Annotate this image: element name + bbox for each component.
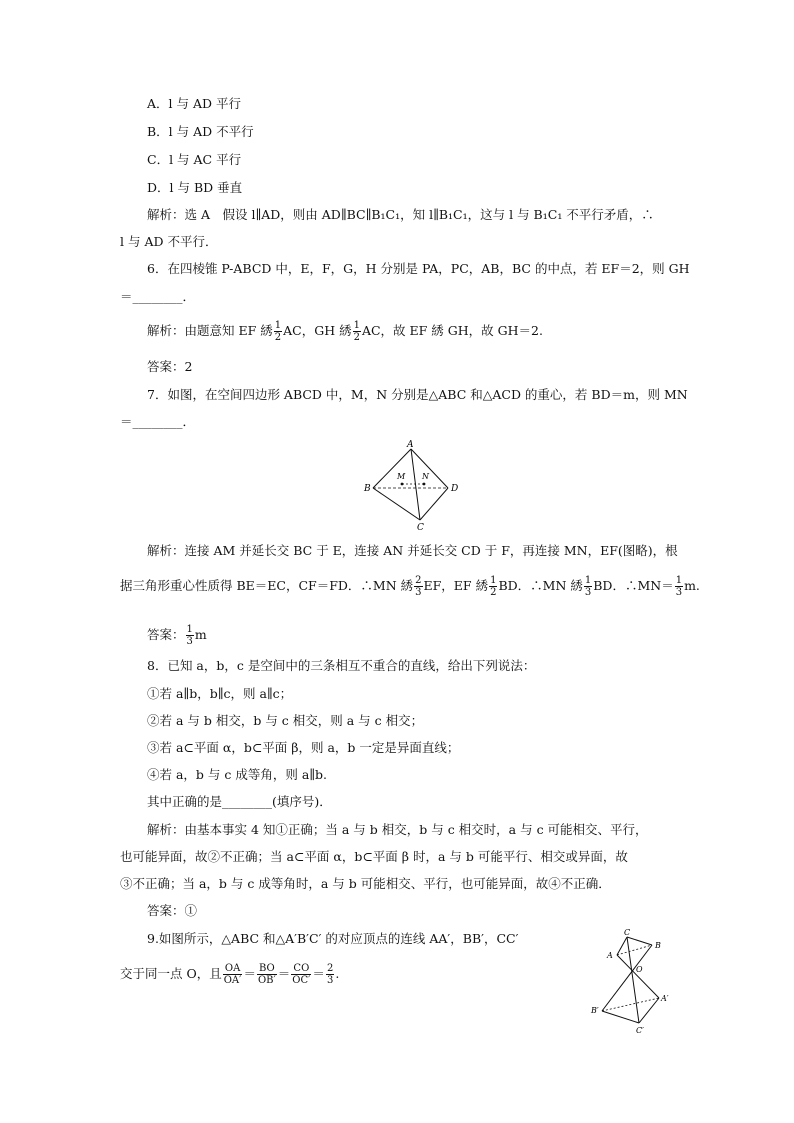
label-m: M	[397, 472, 406, 481]
line-cc2	[627, 937, 639, 1023]
label-b: B	[364, 484, 371, 494]
label-c: C	[624, 928, 631, 937]
fraction-third: $\frac{1}{3}$	[584, 575, 592, 598]
fraction-half: $\frac{1}{2}$	[353, 320, 360, 343]
q8-ask: 其中正确的是________(填序号)．	[147, 794, 332, 809]
option-b: B．l 与 AD 不平行	[147, 124, 254, 139]
point-n	[423, 483, 426, 486]
option-d: D．l 与 BD 垂直	[147, 180, 243, 195]
label-c-prime: C′	[636, 1026, 644, 1035]
q6-stem-line1: 6．在四棱锥 P-ABCD 中，E，F，G，H 分别是 PA，PC，AB，BC 的中点，若 EF＝2，则 GH	[147, 261, 690, 276]
line-aa2	[617, 955, 659, 998]
q8-stem: 8．已知 a，b，c 是空间中的三条相互不重合的直线，给出下列说法：	[147, 658, 536, 673]
edge-ab	[373, 449, 411, 488]
q8-item-2: ②若 a 与 b 相交，b 与 c 相交，则 a 与 c 相交；	[147, 713, 424, 728]
fraction-two-thirds: $\frac{2}{3}$	[326, 963, 334, 986]
q8-solution-line3: ③不正确；当 a，b 与 c 成等角时，a 与 b 可能相交、平行，也可能异面，故④不正确．	[120, 876, 611, 891]
q6-solution-post: AC，故 EF 綉 GH，故 GH＝2.	[361, 323, 543, 338]
edge-cb	[627, 937, 652, 945]
q9-stem-line1: 9.如图所示，△ABC 和△A′B′C′ 的对应顶点的连线 AA′，BB′，CC′	[147, 931, 519, 946]
label-n: N	[422, 472, 429, 481]
label-b-prime: B′	[591, 1006, 599, 1015]
edge-b2c2	[602, 1011, 639, 1023]
q7-stem-line1: 7．如图，在空间四边形 ABCD 中，M，N 分别是△ABC 和△ACD 的重心，若 BD＝m，则 MN	[147, 387, 688, 402]
q8-item-3: ③若 a⊂平面 α，b⊂平面 β，则 a，b 一定是异面直线；	[147, 740, 460, 755]
label-a-prime: A′	[661, 994, 669, 1003]
q6-answer: 答案：2	[147, 359, 193, 374]
fraction-co: $\frac{CO}{OC'}$	[292, 963, 311, 986]
fraction-third: $\frac{1}{3}$	[675, 575, 683, 598]
q7-stem-line2: ＝________．	[120, 414, 196, 429]
q5-solution-line1: 解析：选 A 假设 l∥AD，则由 AD∥BC∥B₁C₁，知 l∥B₁C₁，这与 l 与 B₁C₁ 不平行矛盾，∴	[147, 207, 654, 222]
label-d: D	[451, 484, 459, 494]
triangles-figure	[585, 927, 675, 1037]
edge-bc	[373, 488, 420, 520]
fraction-bo: $\frac{BO}{OB'}$	[257, 963, 276, 986]
q8-solution-line2: 也可能异面，故②不正确；当 a⊂平面 α，b⊂平面 β 时，a 与 b 可能平行、相交或异面，故	[120, 849, 628, 864]
fraction-half: $\frac{1}{2}$	[490, 575, 497, 598]
label-b: B	[655, 941, 661, 950]
q9-stem-line2: 交于同一点 O，且 $\frac{OA}{OA'}$ ＝ $\frac{BO}{OB'}$ ＝ $\frac{CO}{OC'}$ ＝ $\frac{2}{3}$ .	[120, 963, 340, 986]
label-a: A	[407, 440, 414, 450]
label-o: O	[636, 965, 643, 974]
edge-ad	[411, 449, 448, 488]
q8-solution-line1: 解析：由基本事实 4 知①正确；当 a 与 b 相交，b 与 c 相交时，a 与 c 可能相交、平行，	[147, 822, 648, 837]
q8-item-1: ①若 a∥b，b∥c，则 a∥c；	[147, 686, 293, 701]
q7-solution-line1: 解析：连接 AM 并延长交 BC 于 E，连接 AN 并延长交 CD 于 F，再连接 MN，EF(图略)，根	[147, 543, 678, 558]
option-a: A．l 与 AD 平行	[147, 96, 241, 111]
q7-solution-line2: 据三角形重心性质得 BE＝EC，CF＝FD．∴MN 綉 $\frac{2}{3}$ EF，EF 綉 $\frac{1}{2}$ BD．∴MN 綉 $\frac{1}{3}$ BD．∴MN＝ $\frac{1}{3}$ m.	[120, 575, 700, 598]
label-a: A	[607, 951, 613, 960]
edge-ac	[411, 449, 420, 520]
q6-stem-line2: ＝________．	[120, 289, 196, 304]
q6-solution	[147, 320, 543, 343]
option-c: C．l 与 AC 平行	[147, 152, 242, 167]
q6-solution-pre: 解析：由题意知 EF 綉	[147, 323, 273, 338]
fraction-two-thirds: $\frac{2}{3}$	[415, 575, 422, 598]
point-m	[401, 483, 404, 486]
fraction-half: $\frac{1}{2}$	[274, 320, 282, 343]
q5-solution-line2: l 与 AD 不平行．	[120, 234, 218, 249]
fraction-third: $\frac{1}{3}$	[186, 624, 193, 647]
fraction-oa: $\frac{OA}{OA'}$	[223, 963, 242, 986]
edge-dc	[420, 488, 448, 520]
label-c: C	[417, 523, 424, 532]
q6-solution-mid: AC，GH 綉	[283, 323, 352, 338]
tetrahedron-figure	[360, 436, 470, 532]
q8-answer: 答案：①	[147, 903, 198, 918]
q8-item-4: ④若 a，b 与 c 成等角，则 a∥b.	[147, 767, 328, 782]
q7-answer: 答案： $\frac{1}{3}$ m	[147, 624, 207, 647]
